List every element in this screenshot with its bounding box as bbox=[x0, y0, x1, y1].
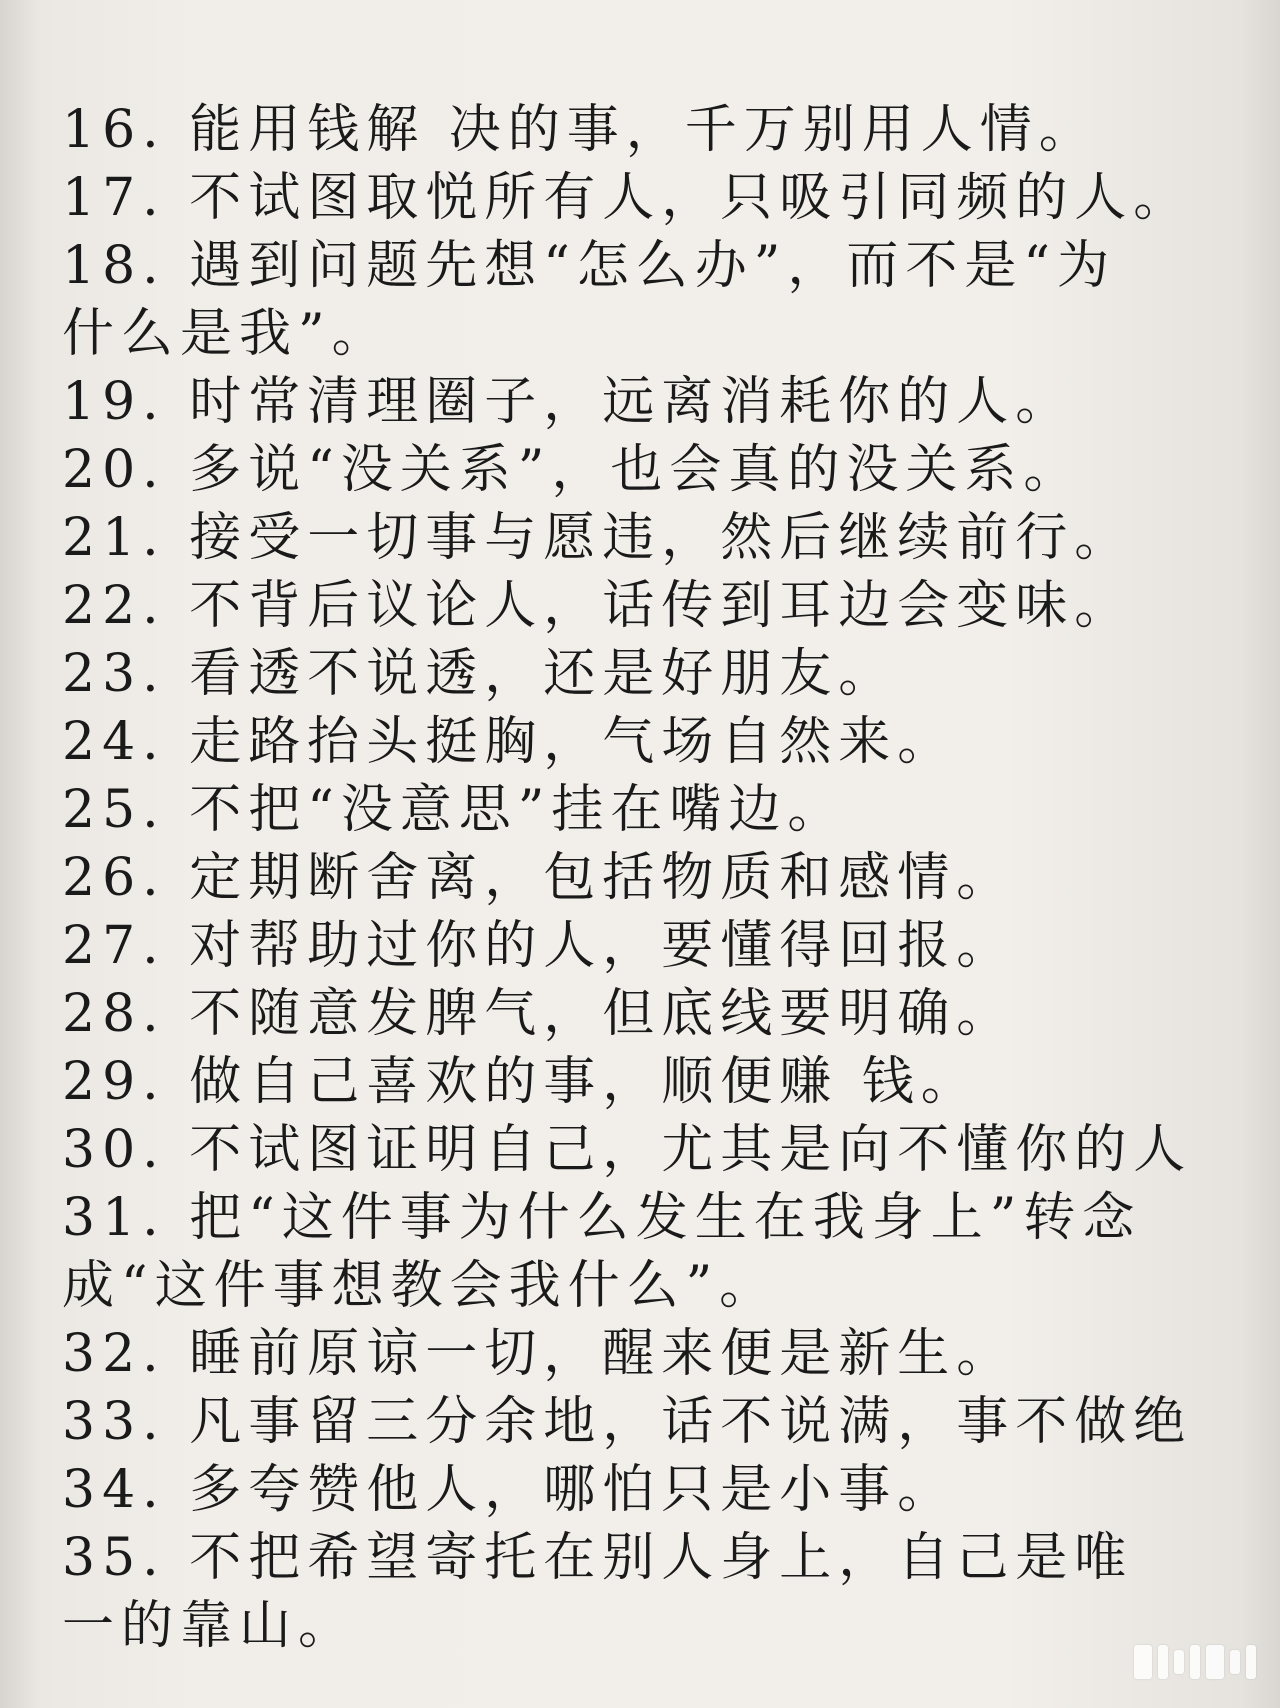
text-line: 17. 不试图取悦所有人，只吸引同频的人。 bbox=[62, 168, 1193, 228]
text-line: 18. 遇到问题先想“怎么办”，而不是“为 bbox=[62, 236, 1116, 296]
text-line: 什么是我”。 bbox=[62, 304, 391, 364]
text-line: 成“这件事想教会我什么”。 bbox=[62, 1256, 779, 1316]
text-line: 32. 睡前原谅一切，醒来便是新生。 bbox=[62, 1324, 1016, 1384]
watermark-logo bbox=[1134, 1640, 1256, 1684]
text-line: 22. 不背后议论人，话传到耳边会变味。 bbox=[62, 576, 1134, 636]
text-line: 33. 凡事留三分余地，话不说满，事不做绝 bbox=[62, 1392, 1193, 1452]
text-line: 21. 接受一切事与愿违，然后继续前行。 bbox=[62, 508, 1134, 568]
text-line: 29. 做自己喜欢的事，顺便赚 钱。 bbox=[62, 1052, 980, 1112]
text-line: 31. 把“这件事为什么发生在我身上”转念 bbox=[62, 1188, 1142, 1248]
text-line: 28. 不随意发脾气，但底线要明确。 bbox=[62, 984, 1016, 1044]
text-line: 34. 多夸赞他人，哪怕只是小事。 bbox=[62, 1460, 957, 1520]
text-line: 27. 对帮助过你的人，要懂得回报。 bbox=[62, 916, 1016, 976]
text-line: 35. 不把希望寄托在别人身上，自己是唯 bbox=[62, 1528, 1134, 1588]
text-line: 26. 定期断舍离，包括物质和感情。 bbox=[62, 848, 1016, 908]
watermark-mark bbox=[1206, 1645, 1224, 1679]
watermark-mark bbox=[1246, 1645, 1256, 1679]
watermark-mark bbox=[1190, 1645, 1200, 1679]
text-line: 30. 不试图证明自己，尤其是向不懂你的人 bbox=[62, 1120, 1193, 1180]
watermark-mark bbox=[1230, 1650, 1240, 1674]
tips-list bbox=[62, 96, 1252, 1660]
watermark-mark bbox=[1158, 1645, 1168, 1679]
text-line: 一的靠山。 bbox=[62, 1596, 358, 1656]
watermark-mark bbox=[1134, 1645, 1152, 1679]
text-line: 24. 走路抬头挺胸，气场自然来。 bbox=[62, 712, 957, 772]
watermark-mark bbox=[1174, 1650, 1184, 1674]
text-line: 20. 多说“没关系”，也会真的没关系。 bbox=[62, 440, 1083, 500]
text-line: 23. 看透不说透，还是好朋友。 bbox=[62, 644, 898, 704]
text-line: 19. 时常清理圈子，远离消耗你的人。 bbox=[62, 372, 1075, 432]
text-line: 16. 能用钱解 决的事，千万别用人情。 bbox=[62, 100, 1098, 160]
text-line: 25. 不把“没意思”挂在嘴边。 bbox=[62, 780, 847, 840]
